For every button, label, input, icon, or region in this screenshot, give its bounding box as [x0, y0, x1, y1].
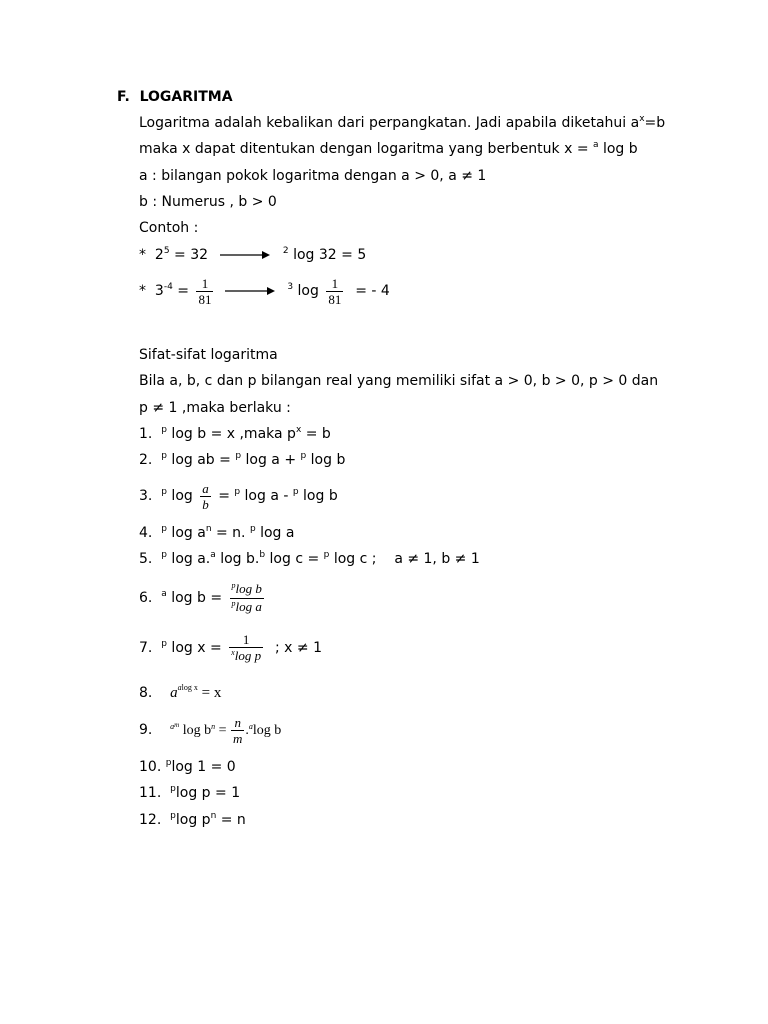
section-title: LOGARITMA [139, 89, 233, 105]
property-2: 2. $^p$ log ab = $^p$ log a + $^p$ log b [139, 451, 346, 468]
fraction-one-over-81: $\frac{1}{81}$ [198, 275, 212, 307]
section-letter: F. [117, 89, 130, 105]
property-12: 12. $^p$log $p^n = n$ [139, 811, 246, 828]
fraction-n-over-m: $\frac{n}{m}$ [233, 714, 243, 746]
intro-line-1: Logaritma adalah kebalikan dari perpangkatan. Jadi apabila diketahui $a^x=b$ [139, 114, 666, 131]
properties-condition-1: Bila a, b, c dan p bilangan real yang memiliki sifat a > 0, b > 0, p > 0 dan [139, 373, 659, 389]
properties-title: Sifat-sifat logaritma [139, 347, 278, 363]
contoh-label: Contoh : [139, 220, 199, 236]
fraction-a-over-b: $\frac{a}{b}$ [202, 480, 209, 512]
fraction-plog-b-over-plog-a: $\frac{^p\log b}{^p\log a}$ [231, 580, 262, 614]
property-4: 4. $^p$ $\log a^n = n$. $^p$ log a [139, 524, 295, 541]
property-6: 6. $^a$ log b = $\frac{^p\log b}{^p\log a}$ [139, 580, 262, 614]
property-10: 10. $^p$log 1 = 0 [139, 758, 236, 775]
intro-line-4: b : Numerus , b > 0 [139, 194, 277, 210]
intro-line-3: a : bilangan pokok logaritma dengan a > 0, a ≠ 1 [139, 168, 487, 184]
property-8: 8. $a^{alog x} = x$ [139, 683, 222, 701]
property-5: 5. $^p$ log a.$^a$ log b.$^b$ log c = $^p$ log c ; a ≠ 1, b ≠ 1 [139, 550, 480, 567]
example-1: * $2^5 = 32$ $^2$ log 32 = 5 [139, 246, 367, 263]
fraction-one-over-xlog-p: $\frac{1}{^x\log p}$ [231, 631, 262, 663]
section-heading [117, 88, 233, 106]
example-2: * $3^{-4}$ = $\frac{1}{81}$ $^3$ log $\frac{1}{81}$ = - 4 [139, 275, 390, 307]
property-11: 11. $^p$log p = 1 [139, 784, 241, 801]
arrow-right-icon [225, 286, 275, 296]
arrow-right-icon [220, 250, 270, 260]
properties-condition-2: p ≠ 1 ,maka berlaku : [139, 400, 291, 416]
property-7: 7. $^p$ log x = $\frac{1}{^x\log p}$ ; x ≠ 1 [139, 631, 322, 663]
property-9: 9. $^{am}$ $\log b^n$ = $\frac{n}{m}$ .$^a$log b [139, 714, 282, 746]
intro-line-2: maka x dapat ditentukan dengan logaritma yang berbentuk x = $^a$ log b [139, 140, 638, 157]
property-3: 3. $^p$ log $\frac{a}{b}$ = $^p$ log a - $^p$ log b [139, 480, 338, 512]
property-1: 1. $^p$ log b = x ,maka $p^x = b$ [139, 425, 331, 442]
fraction-one-over-81-log: $\frac{1}{81}$ [328, 275, 342, 307]
